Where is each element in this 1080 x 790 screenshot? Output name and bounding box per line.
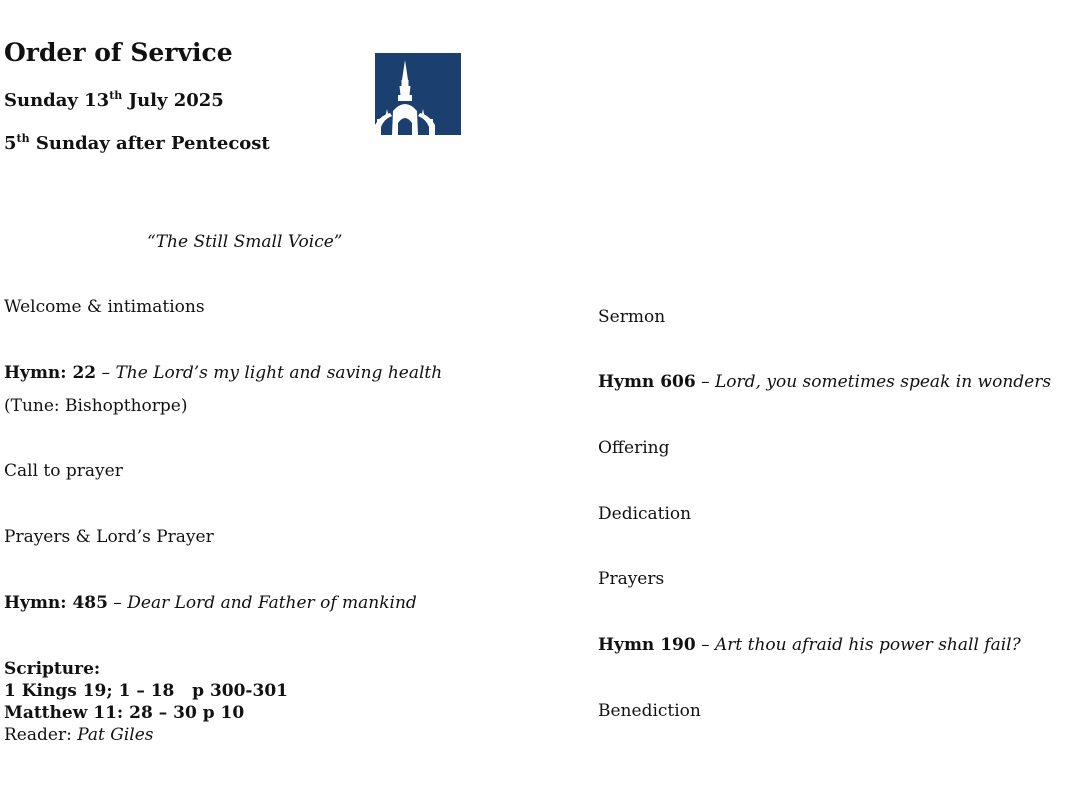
hymn-485-item <box>4 593 417 613</box>
hymn-190-dash: – <box>695 635 716 655</box>
prayers-lords-prayer-item: Prayers & Lord’s Prayer <box>4 527 214 547</box>
hymn-22-title: The Lord’s my light and saving health <box>115 363 443 383</box>
dedication-item: Dedication <box>598 504 692 524</box>
hymn-190-title: Art thou afraid his power shall fail? <box>715 635 1021 655</box>
hymn-190-item <box>598 635 1021 655</box>
hymn-190-label: Hymn 190 <box>598 635 696 655</box>
offering-item: Offering <box>598 438 670 458</box>
page-title: Order of Service <box>4 38 233 67</box>
reader-name: Pat Giles <box>77 725 154 745</box>
service-date-day: Sunday 13 <box>4 90 110 111</box>
hymn-22-tune: (Tune: Bishopthorpe) <box>4 396 188 416</box>
call-to-prayer-item: Call to prayer <box>4 461 123 481</box>
hymn-22-label: Hymn: 22 <box>4 363 97 383</box>
hymn-606-dash: – <box>695 372 716 392</box>
church-logo <box>375 53 461 135</box>
scripture-block <box>4 658 288 746</box>
service-date <box>4 89 224 111</box>
sermon-theme: “The Still Small Voice” <box>147 232 343 252</box>
hymn-606-title: Lord, you sometimes speak in wonders <box>715 372 1052 392</box>
reader-label: Reader: <box>4 725 78 745</box>
season-text: Sunday after Pentecost <box>29 133 270 154</box>
scripture-reading-2: Matthew 11: 28 – 30 p 10 <box>4 703 245 723</box>
hymn-485-title: Dear Lord and Father of mankind <box>127 593 417 613</box>
sermon-item: Sermon <box>598 307 666 327</box>
service-date-suffix: th <box>109 89 123 102</box>
church-spire-icon <box>375 53 461 135</box>
season-suffix: th <box>16 132 30 145</box>
scripture-reader <box>4 724 288 746</box>
benediction-item: Benediction <box>598 701 701 721</box>
liturgical-season <box>4 132 270 154</box>
service-date-month-year: July 2025 <box>122 90 224 111</box>
scripture-heading: Scripture: <box>4 659 101 679</box>
welcome-item: Welcome & intimations <box>4 297 205 317</box>
hymn-485-dash: – <box>107 593 128 613</box>
hymn-606-label: Hymn 606 <box>598 372 696 392</box>
hymn-606-item <box>598 372 1051 392</box>
hymn-22-dash: – <box>96 363 116 383</box>
hymn-485-label: Hymn: 485 <box>4 593 108 613</box>
hymn-22-item <box>4 363 442 383</box>
prayers-item: Prayers <box>598 569 665 589</box>
scripture-reading-1: 1 Kings 19; 1 – 18 p 300-301 <box>4 681 288 701</box>
season-number: 5 <box>4 133 17 154</box>
